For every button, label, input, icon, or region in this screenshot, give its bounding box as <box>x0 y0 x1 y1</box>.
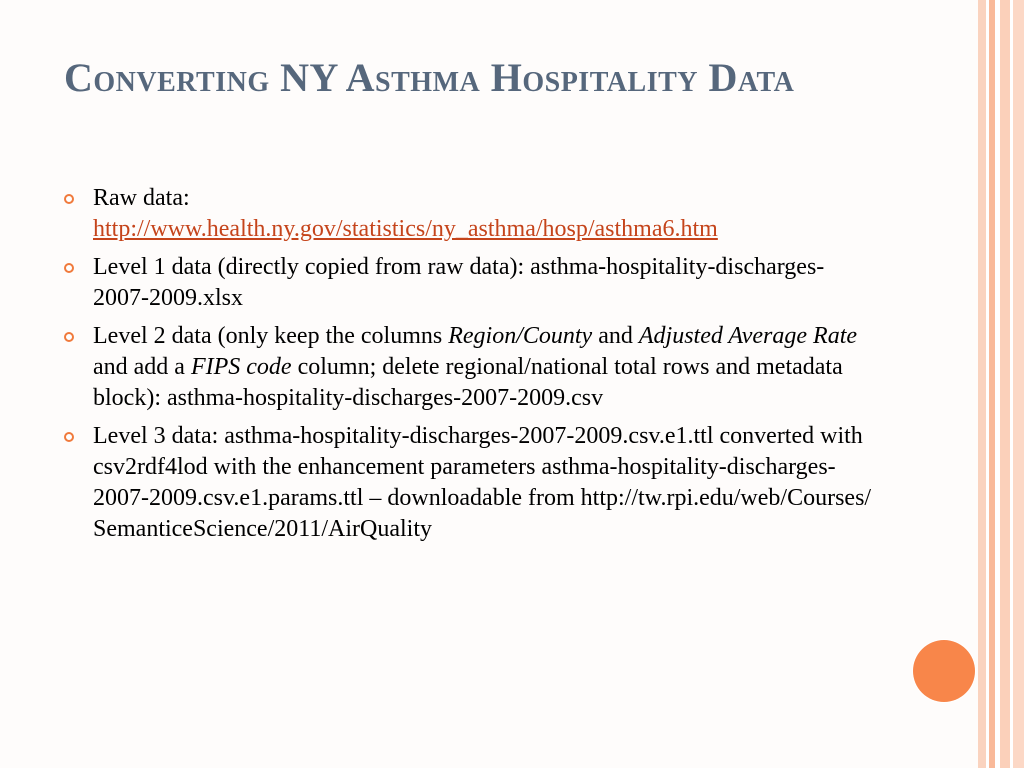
raw-data-link[interactable]: http://www.health.ny.gov/statistics/ny_asthma/hosp/asthma6.htm <box>93 216 718 242</box>
bullet-text: Level 3 data: asthma-hospitality-discharges-2007-2009.csv.e1.ttl converted with csv2rdf4lod with the enhancement parameters asthma-hospitality-discharges-2007-2009.csv.e1.params.ttl – downloadable from <box>93 423 863 511</box>
bullet-text: and add a <box>93 354 191 380</box>
bullet-text: Level 1 data (directly copied from raw data): asthma-hospitality-discharges-2007-2009.xlsx <box>93 254 825 311</box>
bullet-item <box>64 183 872 245</box>
edge-stripe <box>1000 0 1010 768</box>
edge-stripe <box>1013 0 1024 768</box>
bullet-list <box>64 183 872 552</box>
bullet-label: Raw data: <box>93 185 190 211</box>
bullet-ring-icon <box>64 194 74 204</box>
bullet-text: Level 2 data (only keep the columns <box>93 323 449 349</box>
edge-stripe <box>978 0 986 768</box>
bullet-ring-icon <box>64 332 74 342</box>
bullet-text: column; delete regional/national total rows and metadata block): asthma-hospitality-discharges-2007-2009.csv <box>93 354 843 411</box>
bullet-ring-icon <box>64 432 74 442</box>
column-name: Adjusted Average Rate <box>638 323 858 349</box>
bullet-item <box>64 421 872 545</box>
course-url-text: http://tw.rpi.edu/web/Courses/SemanticeScience/2011/AirQuality <box>93 485 872 542</box>
bullet-text: and <box>592 323 639 349</box>
column-name: Region/County <box>448 323 593 349</box>
bullet-item <box>64 252 872 314</box>
column-name: FIPS code <box>190 354 292 380</box>
slide-title: Converting NY Asthma Hospitality Data <box>64 55 795 100</box>
bullet-ring-icon <box>64 263 74 273</box>
decorative-circle <box>913 640 975 702</box>
bullet-item <box>64 321 872 414</box>
